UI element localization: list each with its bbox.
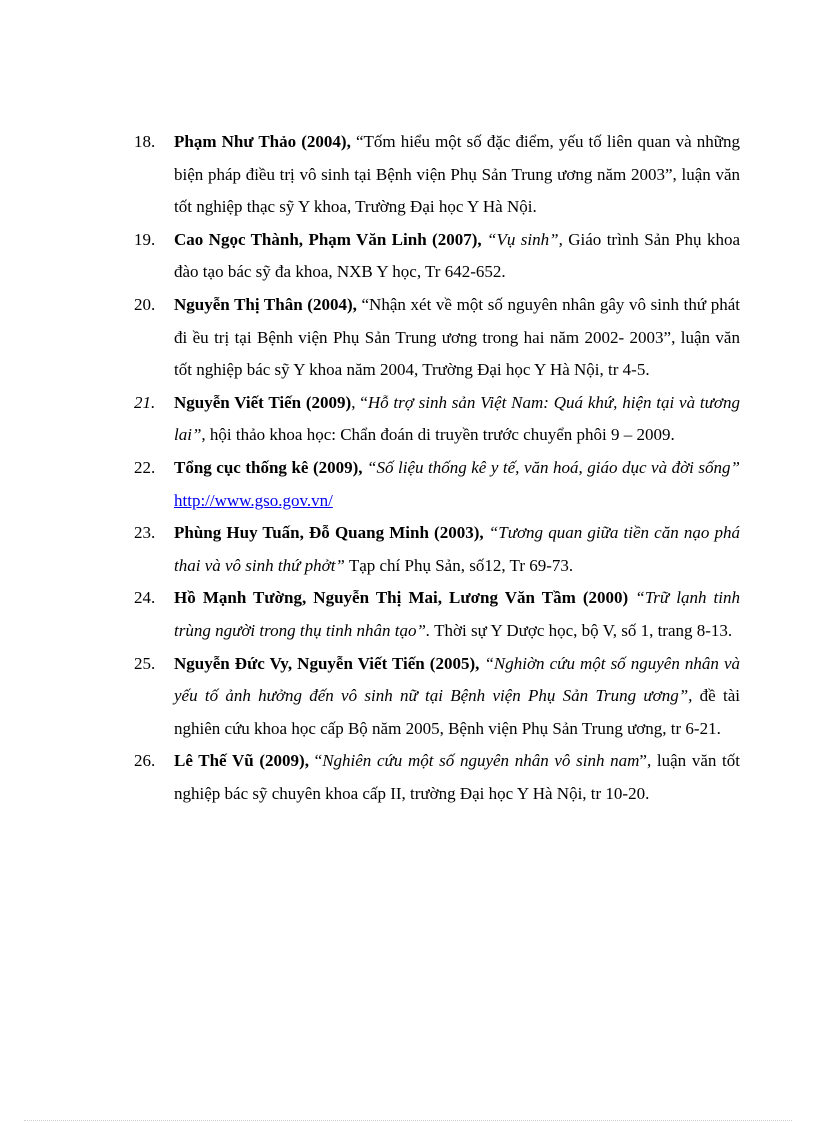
reference-title: “Nhận xét về một số nguyên nhân gây vô sinh thứ phát đi ều trị tại Bệnh viện Phụ Sản Trung ương trong hai năm 2002- 2003”: [174, 294, 740, 347]
reference-authors: Phạm Như Thảo (2004),: [174, 132, 351, 151]
reference-item-20: [132, 289, 740, 387]
reference-item-23: [132, 517, 740, 582]
reference-list: [132, 126, 740, 810]
reference-title: “Nghiờn cứu một số nguyên nhân và yếu tố ảnh hưởng đến vô sinh nữ tại Bệnh viện Phụ Sản Trung ương”,: [174, 653, 741, 706]
reference-item-24: [132, 582, 740, 647]
reference-item-25: [132, 648, 740, 746]
reference-title: “Vụ sinh”,: [487, 229, 563, 249]
reference-authors: Nguyễn Viết Tiến (2009): [174, 392, 352, 412]
reference-title: Nghiên cứu một số nguyên nhân vô sinh nam: [322, 751, 640, 771]
reference-separator: “: [308, 751, 323, 771]
reference-number: 20.: [134, 294, 156, 314]
reference-item-22: [132, 452, 740, 517]
reference-item-18: [132, 126, 740, 224]
reference-number: 18.: [134, 132, 156, 151]
reference-details: hội thảo khoa học: Chẩn đoán di truyền trước chuyển phôi 9 – 2009.: [205, 425, 675, 445]
reference-separator: , “: [351, 392, 368, 412]
reference-item-26: [132, 745, 740, 810]
reference-details: , luận văn tốt nghiệp thạc sỹ Y khoa, Trường Đại học Y Hà Nội.: [174, 164, 740, 217]
reference-details: Giáo trình Sản Phụ khoa đào tạo bác sỹ đa khoa, NXB Y học, Tr 642-652.: [174, 229, 741, 282]
reference-number: 24.: [134, 588, 156, 608]
reference-authors: Hồ Mạnh Tường, Nguyễn Thị Mai, Lương Văn Tầm (2000): [174, 588, 629, 608]
reference-link[interactable]: http://www.gso.gov.vn/: [174, 490, 333, 510]
reference-number: 23.: [134, 523, 156, 543]
reference-title: “Số liệu thống kê y tế, văn hoá, giáo dục và đời sống”: [367, 457, 740, 477]
reference-authors: Tổng cục thống kê (2009),: [174, 457, 363, 477]
reference-title: “Tốm hiểu một số đặc điểm, yếu tố liên quan và những biện pháp điều trị vô sinh tại Bệnh viện Phụ Sản Trung ương năm 2003”: [174, 132, 740, 184]
page-footer-divider: [24, 1120, 792, 1121]
reference-details: Thời sự Y Dược học, bộ V, số 1, trang 8-13.: [430, 620, 733, 640]
reference-title: “Trữ lạnh tinh trùng người trong thụ tinh nhân tạo”.: [174, 588, 740, 640]
reference-item-21: [132, 387, 740, 452]
reference-details: Tạp chí Phụ Sản, số12, Tr 69-73.: [344, 555, 574, 575]
reference-authors: Cao Ngọc Thành, Phạm Văn Linh (2007),: [174, 229, 482, 249]
reference-number: 26.: [134, 751, 156, 771]
reference-authors: Nguyễn Thị Thân (2004),: [174, 294, 357, 314]
reference-number: 19.: [134, 229, 156, 249]
reference-title: “Tương quan giữa tiền căn nạo phá thai và vô sinh thứ phởt”: [174, 523, 740, 575]
reference-details: đề tài nghiên cứu khoa học cấp Bộ năm 2005, Bệnh viện Phụ Sản Trung ương, tr 6-21.: [174, 686, 740, 738]
reference-details: , luận văn tốt nghiệp bác sỹ Y khoa năm 2004, Trường Đại học Y Hà Nội, tr 4-5.: [174, 327, 740, 380]
reference-number: 21.: [134, 392, 156, 412]
reference-number: 22.: [134, 457, 156, 477]
reference-authors: Nguyễn Đức Vy, Nguyễn Viết Tiến (2005),: [174, 653, 480, 673]
reference-title: Hỗ trợ sinh sản Việt Nam: Quá khứ, hiện tại và tương lai”,: [174, 392, 740, 445]
reference-details: ”, luận văn tốt nghiệp bác sỹ chuyên khoa cấp II, trường Đại học Y Hà Nội, tr 10-20.: [174, 751, 740, 803]
reference-authors: Phùng Huy Tuấn, Đỗ Quang Minh (2003),: [174, 523, 484, 543]
reference-authors: Lê Thế Vũ (2009),: [174, 751, 309, 771]
reference-item-19: [132, 224, 740, 289]
reference-number: 25.: [134, 653, 156, 673]
